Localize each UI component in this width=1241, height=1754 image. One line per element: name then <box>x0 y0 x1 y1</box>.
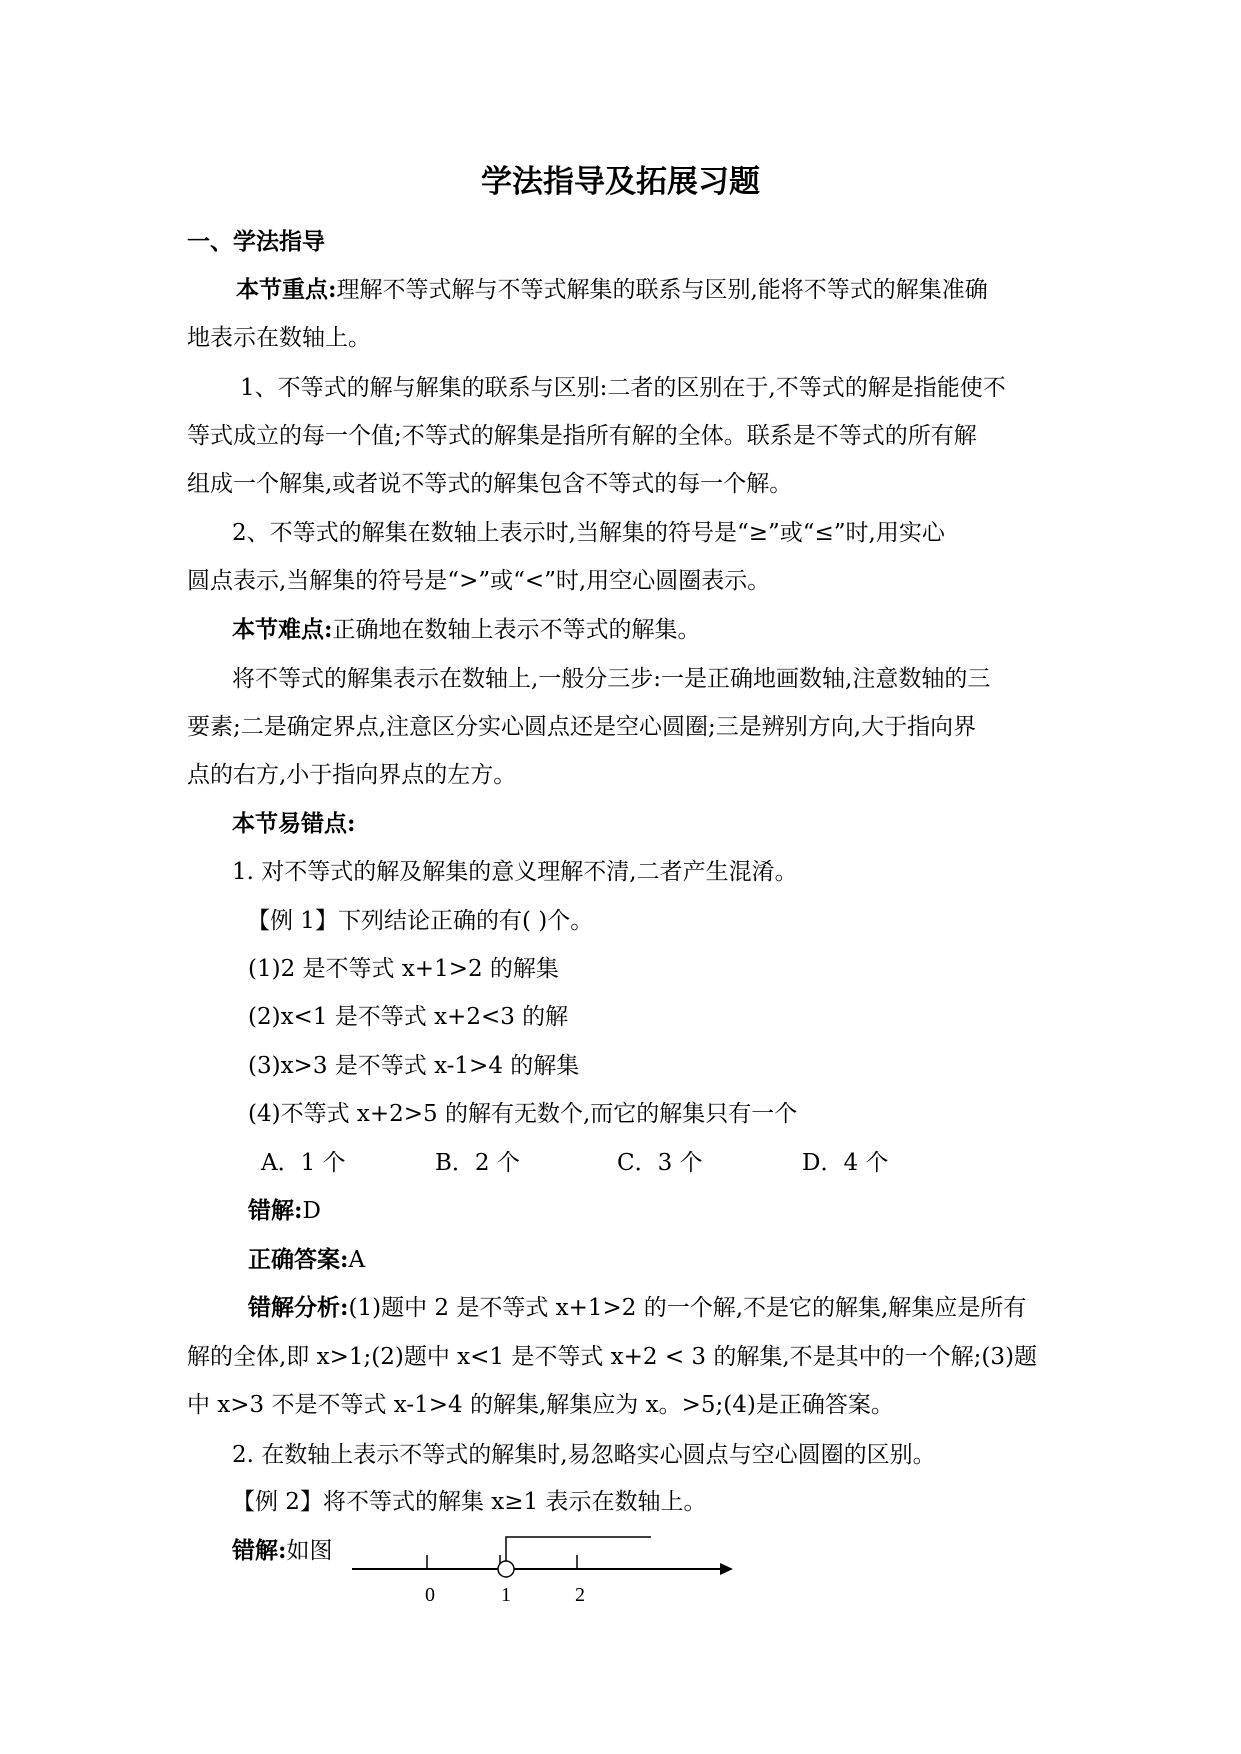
focus-text: 理解不等式解与不等式解集的联系与区别,能将不等式的解集准确 <box>336 277 988 303</box>
point1-line3: 组成一个解集,或者说不等式的解集包含不等式的每一个解。 <box>187 471 793 497</box>
option-a: A．1 个 <box>261 1150 346 1176</box>
section-heading: 一、学法指导 <box>187 228 325 255</box>
point2-line2: 圆点表示,当解集的符号是“>”或“<”时,用空心圆圈表示。 <box>187 568 771 594</box>
option-c: C．3 个 <box>617 1150 703 1176</box>
example1-wrong <box>248 1196 321 1226</box>
focus-label: 本节重点: <box>236 276 337 303</box>
example1-item-2: (2)x<1 是不等式 x+2<3 的解 <box>248 1004 569 1030</box>
analysis-label: 错解分析: <box>248 1294 349 1321</box>
difficulty-paragraph <box>232 615 701 645</box>
option-d: D．4 个 <box>802 1150 889 1176</box>
correct-label: 正确答案: <box>248 1246 349 1273</box>
steps-line2: 要素;二是确定界点,注意区分实心圆点还是空心圆圈;三是辨别方向,大于指向界 <box>187 714 977 740</box>
example1-item-1: (1)2 是不等式 x+1>2 的解集 <box>248 956 559 982</box>
point2-line1: 2、不等式的解集在数轴上表示时,当解集的符号是“≥”或“≤”时,用实心 <box>232 520 945 546</box>
tick-label-2: 2 <box>575 1584 585 1606</box>
correct-value: A <box>348 1247 366 1273</box>
focus-text-line2: 地表示在数轴上。 <box>187 325 371 351</box>
example2-wrong-label: 错解: <box>232 1537 287 1564</box>
example1-analysis-line2: 解的全体,即 x>1;(2)题中 x<1 是不等式 x+2 < 3 的解集,不是其中的一个解;(3)题 <box>187 1344 1037 1370</box>
steps-line3: 点的右方,小于指向界点的左方。 <box>187 762 517 788</box>
errors-label: 本节易错点: <box>232 810 356 837</box>
wrong-value: D <box>302 1198 321 1224</box>
solution-ray <box>506 1537 651 1569</box>
error1-text: 1. 对不等式的解及解集的意义理解不清,二者产生混淆。 <box>232 859 798 885</box>
example1-correct <box>248 1245 365 1275</box>
tick-label-1: 1 <box>501 1584 511 1606</box>
example1-options <box>0 1148 1241 1178</box>
example2-wrong <box>232 1536 333 1566</box>
point1-line2: 等式成立的每一个值;不等式的解集是指所有解的全体。联系是不等式的所有解 <box>187 423 977 449</box>
option-b: B．2 个 <box>435 1150 520 1176</box>
example1-analysis-line1 <box>248 1293 1026 1323</box>
example2-prompt: 【例 2】将不等式的解集 x≥1 表示在数轴上。 <box>232 1489 707 1515</box>
example1-analysis-line3: 中 x>3 不是不等式 x-1>4 的解集,解集应为 x。>5;(4)是正确答案。 <box>187 1392 894 1418</box>
difficulty-text: 正确地在数轴上表示不等式的解集。 <box>332 617 701 643</box>
number-line-figure <box>340 1526 740 1606</box>
wrong-label: 错解: <box>248 1197 303 1224</box>
example2-wrong-text: 如图 <box>286 1538 333 1564</box>
steps-line1: 将不等式的解集表示在数轴上,一般分三步:一是正确地画数轴,注意数轴的三 <box>232 666 991 692</box>
analysis-text: (1)题中 2 是不等式 x+1>2 的一个解,不是它的解集,解集应是所有 <box>348 1295 1027 1321</box>
tick-label-0: 0 <box>425 1584 435 1606</box>
example1-prompt: 【例 1】下列结论正确的有( )个。 <box>247 908 594 934</box>
open-circle-point <box>498 1561 514 1577</box>
error2-text: 2. 在数轴上表示不等式的解集时,易忽略实心圆点与空心圆圈的区别。 <box>232 1442 936 1468</box>
difficulty-label: 本节难点: <box>232 616 333 643</box>
example1-item-4: (4)不等式 x+2>5 的解有无数个,而它的解集只有一个 <box>248 1101 798 1127</box>
point1-line1: 1、不等式的解与解集的联系与区别:二者的区别在于,不等式的解是指能使不 <box>240 375 1006 401</box>
focus-paragraph <box>236 275 988 305</box>
example1-item-3: (3)x>3 是不等式 x-1>4 的解集 <box>248 1053 580 1079</box>
number-line-arrow-icon <box>720 1563 733 1575</box>
page-title: 学法指导及拓展习题 <box>481 164 760 200</box>
